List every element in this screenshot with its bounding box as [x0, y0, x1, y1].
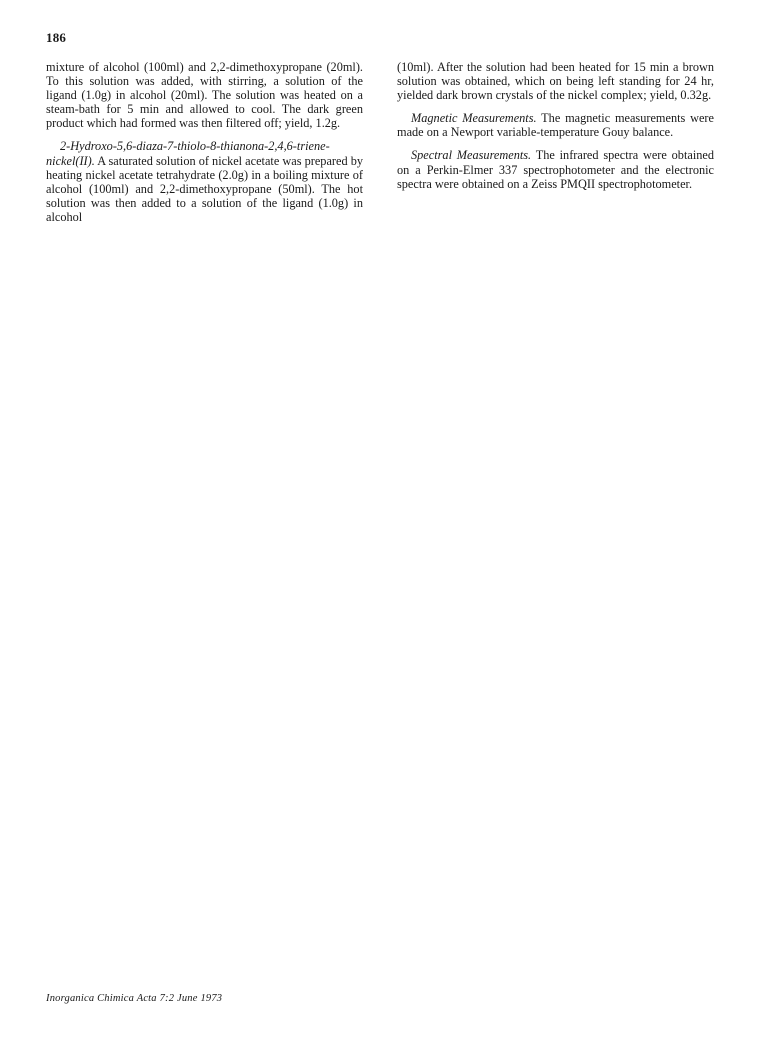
compound-heading: 2-Hydroxo-5,6-diaza-7-thiolo-8-thianona-2,4,6-triene-nickel(II). [46, 139, 330, 168]
spectral-paragraph [397, 148, 714, 190]
left-paragraph-1: mixture of alcohol (100ml) and 2,2-dimethoxypropane (20ml). To this solution was added, with stirring, a solution of the ligand (1.0g) in alcohol (20ml). The solution was heated on a steam-bath for 5 min and allowed to cool. The dark green product which had formed was then filtered off; yield, 1.2g. [46, 60, 363, 131]
journal-footer: Inorganica Chimica Acta 7:2 June 1973 [46, 993, 223, 1004]
magnetic-heading: Magnetic Measurements. [411, 111, 537, 126]
compound-body: A saturated solution of nickel acetate was prepared by heating nickel acetate tetrahydrate (2.0g) in a boiling mixture of alcohol (100ml) and 2,2-dimethoxypropane (50ml). The hot solution was then added to a solution of the ligand (1.0g) in alcohol [46, 153, 363, 224]
right-column [397, 60, 714, 191]
page-number: 186 [46, 30, 67, 45]
left-column [46, 60, 363, 224]
magnetic-body: The magnetic measurements were made on a Newport variable-temperature Gouy balance. [397, 111, 714, 140]
magnetic-paragraph [397, 111, 714, 139]
spectral-heading: Spectral Measurements. [411, 148, 532, 163]
spectral-body: The infrared spectra were obtained on a Perkin-Elmer 337 spectrophotometer and the electronic spectra were obtained on a Zeiss PMQII spectrophotometer. [397, 148, 715, 191]
right-paragraph-1: (10ml). After the solution had been heated for 15 min a brown solution was obtained, which on being left standing for 24 hr, yielded dark brown crystals of the nickel complex; yield, 0.32g. [397, 60, 714, 103]
left-paragraph-2 [46, 139, 363, 224]
